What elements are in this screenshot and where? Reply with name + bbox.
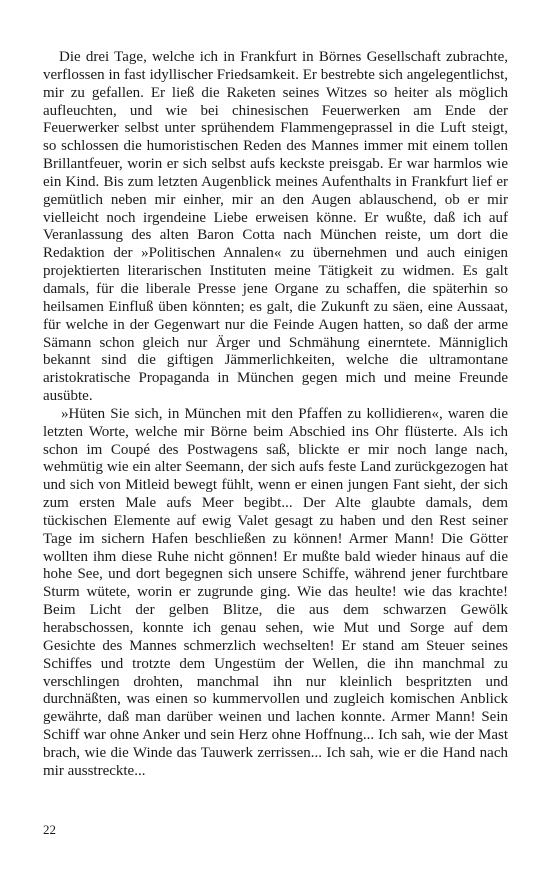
page-number: 22 xyxy=(43,822,56,837)
paragraph-1: Die drei Tage, welche ich in Frankfurt in Börnes Gesellschaft zubrachte, verflossen in fast idyllischer Friedsamkeit. Er bestrebte sich angelegentlichst, mir zu gefallen. Er ließ die Raketen seines Witzes so heiter als möglich aufleuchten, und wie bei chinesischen Feuerwerken am Ende der Feuerwerker selbst unter sprühendem Flammengeprassel in die Luft steigt, so schlossen die humoristischen Reden des Mannes immer mit einem tollen Brillantfeuer, worin er sich selbst aufs keckste preisgab. Er war harmlos wie ein Kind. Bis zum letzten Augenblick meines Aufenthalts in Frankfurt lief er gemütlich neben mir einher, mir an den Augen ablauschend, ob er mir vielleicht noch irgendeine Liebe erweisen könne. Er wußte, daß ich auf Veranlassung des alten Baron Cotta nach München reiste, um dort die Redaktion der »Politischen Annalen« zu übernehmen und auch einigen projektierten literarischen Instituten meine Tätigkeit zu widmen. Es galt damals, für die liberale Presse jene Organe zu schaffen, die späterhin so heilsamen Einfluß üben könnten; es galt, die Zukunft zu säen, eine Aussaat, für welche in der Gegenwart nur die Feinde Augen hatten, so daß der arme Sämann schon gleich nur Ärger und Schmähung einerntete. Männiglich bekannt sind die giftigen Jämmerlichkeiten, welche die ultramontane aristokratische Propaganda in München gegen mich und meine Freunde ausübte. xyxy=(43,49,508,405)
page-body xyxy=(43,49,508,781)
paragraph-2: »Hüten Sie sich, in München mit den Pfaffen zu kollidieren«, waren die letzten Worte, welche mir Börne beim Abschied ins Ohr flüsterte. Als ich schon im Coupé des Postwagens saß, blickte er mir noch lange nach, wehmütig wie ein alter Seemann, der sich aufs feste Land zurückgezogen hat und sich von Mitleid bewegt fühlt, wenn er einen jungen Fant sieht, der sich zum ersten Male aufs Meer begibt... Der Alte glaubte damals, dem tückischen Elemente auf ewig Valet gesagt zu haben und den Rest seiner Tage im sichern Hafen beschließen zu können! Armer Mann! Die Götter wollten ihm diese Ruhe nicht gönnen! Er mußte bald wieder hinaus auf die hohe See, und dort begegnen sich unsere Schiffe, während jener furchtbare Sturm wütete, worin er zugrunde ging. Wie das heulte! wie das krachte! Beim Licht der gelben Blitze, die aus dem schwarzen Gewölk herabschossen, konnte ich genau sehen, wie Mut und Sorge auf dem Gesichte des Mannes schmerzlich wechselten! Er stand am Steuer seines Schiffes und trotzte dem Ungestüm der Wellen, die ihn manchmal zu verschlingen drohten, manchmal ihn nur kleinlich bespritzten und durchnäßten, was einen so kummervollen und zugleich komischen Anblick gewährte, daß man darüber weinen und lachen konnte. Armer Mann! Sein Schiff war ohne Anker und sein Herz ohne Hoffnung... Ich sah, wie der Mast brach, wie die Winde das Tauwerk zerrissen... Ich sah, wie er die Hand nach mir ausstreckte... xyxy=(43,405,508,779)
